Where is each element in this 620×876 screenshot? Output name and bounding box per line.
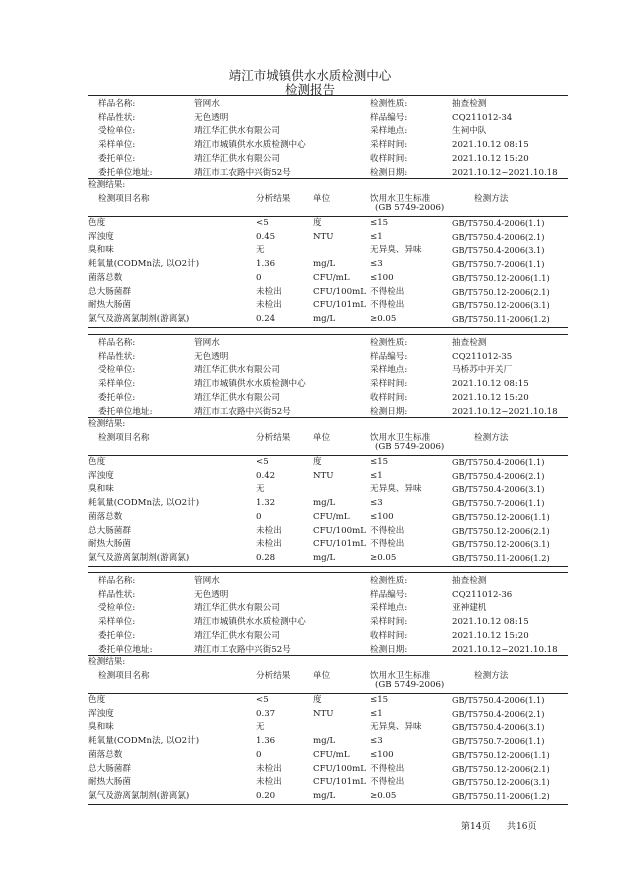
item-standard: ≥0.05 <box>370 552 397 563</box>
item-unit: 度 <box>313 695 322 705</box>
item-result: 未检出 <box>256 525 282 536</box>
info-value: 靖江华汇供水有限公司 <box>194 153 280 164</box>
table-row <box>88 258 568 272</box>
item-standard: ≤15 <box>370 457 389 467</box>
info-label: 检测性质: <box>370 338 408 348</box>
item-method: GB/T5750.12-2006(1.1) <box>452 511 550 522</box>
item-unit: NTU <box>313 470 334 481</box>
table-row <box>88 790 568 804</box>
col-method-header: 检测方法 <box>474 671 509 681</box>
item-standard: ≤100 <box>370 749 394 760</box>
item-result: 0.45 <box>256 231 276 242</box>
item-unit: CFU/101mL <box>313 539 366 550</box>
col-result-header: 分析结果 <box>256 194 291 204</box>
info-label: 样品名称: <box>98 338 136 348</box>
info-value: 2021.10.12 15:20 <box>452 392 529 403</box>
info-bottom-rule <box>88 655 568 656</box>
info-label: 收样时间: <box>370 153 408 164</box>
item-name: 耐热大肠菌 <box>88 777 131 788</box>
block-bottom-rule <box>88 566 568 567</box>
block-top-rule <box>88 95 568 96</box>
info-label: 采样单位: <box>98 617 136 628</box>
info-label: 样品性状: <box>98 351 136 362</box>
info-label: 委托单位地址: <box>98 406 153 417</box>
item-standard: 不得检出 <box>370 539 405 550</box>
table-row <box>88 286 568 300</box>
item-name: 菌落总数 <box>88 511 123 522</box>
info-row <box>88 97 568 111</box>
item-result: 1.36 <box>256 736 276 747</box>
col-std-code: (GB 5749-2006) <box>375 680 445 690</box>
info-value: 2021.10.12 08:15 <box>452 140 529 151</box>
item-method: GB/T5750.12-2006(3.1) <box>452 777 550 788</box>
info-label: 委托单位: <box>98 392 136 403</box>
info-label: 检测日期: <box>370 406 408 417</box>
table-row <box>88 694 568 708</box>
info-label: 样品编号: <box>370 112 408 123</box>
block-bottom-rule <box>88 327 568 328</box>
table-row <box>88 470 568 484</box>
item-result: 0 <box>256 511 262 522</box>
item-method: GB/T5750.12-2006(1.1) <box>452 749 550 760</box>
info-label: 采样时间: <box>370 140 408 151</box>
item-result: 1.36 <box>256 259 276 270</box>
info-label: 检测性质: <box>370 576 408 586</box>
item-standard: 不得检出 <box>370 777 405 788</box>
item-unit: CFU/mL <box>313 749 350 760</box>
info-label: 收样时间: <box>370 392 408 403</box>
table-row <box>88 299 568 313</box>
info-label: 收样时间: <box>370 630 408 641</box>
info-label: 检测日期: <box>370 167 408 178</box>
item-result: 无 <box>256 484 265 495</box>
item-result: 无 <box>256 722 265 733</box>
info-row <box>88 111 568 125</box>
item-name: 总大肠菌群 <box>88 286 131 297</box>
col-item-header: 检测项目名称 <box>98 671 150 681</box>
item-result: 未检出 <box>256 286 282 297</box>
item-standard: ≤15 <box>370 218 389 228</box>
info-label: 采样地点: <box>370 603 408 614</box>
page-number: 第14页 <box>461 822 491 832</box>
info-value: 靖江华汇供水有限公司 <box>194 126 280 137</box>
info-row <box>88 350 568 364</box>
item-method: GB/T5750.11-2006(1.2) <box>452 313 550 324</box>
block-top-rule <box>88 572 568 573</box>
item-unit: 度 <box>313 218 322 228</box>
info-value: 无色透明 <box>194 589 229 600</box>
col-std-header: 饮用水卫生标准 <box>370 433 431 443</box>
table-row <box>88 511 568 525</box>
table-row <box>88 313 568 327</box>
item-standard: ≤1 <box>370 231 383 242</box>
item-result: <5 <box>256 218 269 228</box>
item-name: 臭和味 <box>88 722 114 733</box>
table-row <box>88 749 568 763</box>
item-result: 0.28 <box>256 552 276 563</box>
item-standard: ≤1 <box>370 708 383 719</box>
item-standard: ≤3 <box>370 498 383 509</box>
item-name: 耗氧量(CODMn法, 以O2计) <box>88 259 200 270</box>
info-value: 靖江华汇供水有限公司 <box>194 630 280 641</box>
col-item-header: 检测项目名称 <box>98 433 150 443</box>
item-unit: NTU <box>313 231 334 242</box>
table-row <box>88 763 568 777</box>
info-row <box>88 363 568 377</box>
item-unit: CFU/mL <box>313 272 350 283</box>
info-value: 管网水 <box>194 576 220 586</box>
table-row <box>88 217 568 231</box>
item-unit: mg/L <box>313 313 336 324</box>
info-value: 2021.10.12~2021.10.18 <box>452 167 558 178</box>
item-unit: mg/L <box>313 736 336 747</box>
item-result: 0.42 <box>256 470 276 481</box>
info-value: 靖江华汇供水有限公司 <box>194 392 280 403</box>
info-value: 靖江市工农路中兴街52号 <box>194 644 291 655</box>
table-row <box>88 525 568 539</box>
item-method: GB/T5750.4-2006(3.1) <box>452 484 545 495</box>
info-bottom-rule <box>88 178 568 179</box>
info-value: CQ211012-34 <box>452 112 513 123</box>
org-title: 靖江市城镇供水水质检测中心 <box>228 68 392 83</box>
info-value: 抽查检测 <box>452 338 487 348</box>
table-row <box>88 538 568 552</box>
results-label: 检测结果: <box>88 419 126 429</box>
info-value: 2021.10.12 08:15 <box>452 379 529 390</box>
col-result-header: 分析结果 <box>256 671 291 681</box>
info-label: 委托单位: <box>98 153 136 164</box>
item-standard: 不得检出 <box>370 286 405 297</box>
table-row <box>88 735 568 749</box>
item-result: 无 <box>256 245 265 256</box>
item-name: 菌落总数 <box>88 272 123 283</box>
info-value: 2021.10.12 15:20 <box>452 630 529 641</box>
item-unit: mg/L <box>313 498 336 509</box>
col-std-header: 饮用水卫生标准 <box>370 671 431 681</box>
info-label: 样品编号: <box>370 589 408 600</box>
item-name: 臭和味 <box>88 245 114 256</box>
col-std-header: 饮用水卫生标准 <box>370 194 431 204</box>
info-row <box>88 615 568 629</box>
info-label: 样品名称: <box>98 99 136 109</box>
table-row <box>88 776 568 790</box>
info-row <box>88 629 568 643</box>
info-value: 靖江市城镇供水水质检测中心 <box>194 617 306 628</box>
info-value: 生祠中队 <box>452 126 487 137</box>
info-row <box>88 124 568 138</box>
table-row <box>88 721 568 735</box>
info-value: 无色透明 <box>194 351 229 362</box>
item-name: 色度 <box>88 457 106 467</box>
item-unit: CFU/101mL <box>313 777 366 788</box>
info-value: 靖江市城镇供水水质检测中心 <box>194 140 306 151</box>
item-name: 氯气及游离氯制剂(游离氯) <box>88 790 190 801</box>
item-standard: 无异臭、异味 <box>370 722 422 733</box>
table-row <box>88 708 568 722</box>
col-result-header: 分析结果 <box>256 433 291 443</box>
page-total: 共16页 <box>507 822 537 832</box>
item-standard: ≤100 <box>370 272 394 283</box>
info-value: 靖江市工农路中兴街52号 <box>194 167 291 178</box>
item-name: 耐热大肠菌 <box>88 539 131 550</box>
results-label: 检测结果: <box>88 180 126 190</box>
col-unit-header: 单位 <box>313 671 331 681</box>
item-method: GB/T5750.4-2006(1.1) <box>452 218 545 228</box>
info-label: 委托单位地址: <box>98 167 153 178</box>
item-name: 总大肠菌群 <box>88 763 131 774</box>
info-label: 样品名称: <box>98 576 136 586</box>
table-row <box>88 552 568 566</box>
item-standard: ≤1 <box>370 470 383 481</box>
item-name: 耗氧量(CODMn法, 以O2计) <box>88 736 200 747</box>
table-row <box>88 497 568 511</box>
info-value: 抽查检测 <box>452 576 487 586</box>
item-method: GB/T5750.12-2006(3.1) <box>452 539 550 550</box>
item-result: <5 <box>256 695 269 705</box>
table-row <box>88 272 568 286</box>
info-row <box>88 574 568 588</box>
info-label: 受检单位: <box>98 603 136 614</box>
item-standard: ≥0.05 <box>370 790 397 801</box>
info-value: 管网水 <box>194 338 220 348</box>
info-value: 2021.10.12~2021.10.18 <box>452 406 558 417</box>
item-standard: ≤100 <box>370 511 394 522</box>
item-name: 浑浊度 <box>88 231 114 242</box>
col-method-header: 检测方法 <box>474 433 509 443</box>
info-label: 采样单位: <box>98 379 136 390</box>
info-value: 亚神建机 <box>452 603 487 614</box>
item-method: GB/T5750.11-2006(1.2) <box>452 790 550 801</box>
info-row <box>88 391 568 405</box>
item-standard: 无异臭、异味 <box>370 484 422 495</box>
item-unit: mg/L <box>313 259 336 270</box>
item-unit: CFU/100mL <box>313 763 366 774</box>
item-unit: CFU/mL <box>313 511 350 522</box>
info-row <box>88 138 568 152</box>
table-row <box>88 244 568 258</box>
info-value: 2021.10.12~2021.10.18 <box>452 644 558 655</box>
item-name: 菌落总数 <box>88 749 123 760</box>
item-result: 0.37 <box>256 708 276 719</box>
item-method: GB/T5750.12-2006(3.1) <box>452 300 550 311</box>
item-method: GB/T5750.4-2006(1.1) <box>452 457 545 467</box>
info-value: 管网水 <box>194 99 220 109</box>
info-label: 采样地点: <box>370 126 408 137</box>
info-value: 靖江华汇供水有限公司 <box>194 603 280 614</box>
item-method: GB/T5750.7-2006(1.1) <box>452 498 545 509</box>
info-label: 样品编号: <box>370 351 408 362</box>
info-value: 马桥苏中开关厂 <box>452 365 513 376</box>
item-unit: CFU/100mL <box>313 525 366 536</box>
info-row <box>88 601 568 615</box>
info-value: CQ211012-36 <box>452 589 513 600</box>
item-result: 0 <box>256 272 262 283</box>
item-unit: NTU <box>313 708 334 719</box>
item-method: GB/T5750.4-2006(2.1) <box>452 708 545 719</box>
item-name: 色度 <box>88 695 106 705</box>
info-value: 靖江华汇供水有限公司 <box>194 365 280 376</box>
info-label: 采样地点: <box>370 365 408 376</box>
item-standard: ≤15 <box>370 695 389 705</box>
item-result: 未检出 <box>256 300 282 311</box>
block-bottom-rule <box>88 804 568 805</box>
item-result: 未检出 <box>256 539 282 550</box>
item-result: 未检出 <box>256 777 282 788</box>
info-bottom-rule <box>88 417 568 418</box>
item-method: GB/T5750.4-2006(3.1) <box>452 722 545 733</box>
report-title: 检测报告 <box>284 82 335 97</box>
col-std-code: (GB 5749-2006) <box>375 203 445 213</box>
item-unit: CFU/100mL <box>313 286 366 297</box>
info-row <box>88 588 568 602</box>
item-name: 耐热大肠菌 <box>88 300 131 311</box>
item-method: GB/T5750.11-2006(1.2) <box>452 552 550 563</box>
item-method: GB/T5750.4-2006(1.1) <box>452 695 545 705</box>
info-row <box>88 152 568 166</box>
item-result: <5 <box>256 457 269 467</box>
item-method: GB/T5750.7-2006(1.1) <box>452 259 545 270</box>
info-label: 采样时间: <box>370 617 408 628</box>
table-row <box>88 456 568 470</box>
info-label: 受检单位: <box>98 126 136 137</box>
info-label: 样品性状: <box>98 112 136 123</box>
item-name: 氯气及游离氯制剂(游离氯) <box>88 552 190 563</box>
info-label: 采样时间: <box>370 379 408 390</box>
info-label: 受检单位: <box>98 365 136 376</box>
info-value: 靖江市工农路中兴街52号 <box>194 406 291 417</box>
item-name: 浑浊度 <box>88 470 114 481</box>
item-method: GB/T5750.7-2006(1.1) <box>452 736 545 747</box>
table-row <box>88 231 568 245</box>
item-name: 总大肠菌群 <box>88 525 131 536</box>
item-name: 浑浊度 <box>88 708 114 719</box>
info-label: 检测性质: <box>370 99 408 109</box>
info-label: 采样单位: <box>98 140 136 151</box>
info-value: 靖江市城镇供水水质检测中心 <box>194 379 306 390</box>
info-value: 无色透明 <box>194 112 229 123</box>
item-standard: ≤3 <box>370 736 383 747</box>
col-method-header: 检测方法 <box>474 194 509 204</box>
col-unit-header: 单位 <box>313 194 331 204</box>
table-row <box>88 483 568 497</box>
item-result: 未检出 <box>256 763 282 774</box>
info-value: 2021.10.12 08:15 <box>452 617 529 628</box>
item-method: GB/T5750.4-2006(2.1) <box>452 470 545 481</box>
item-standard: 无异臭、异味 <box>370 245 422 256</box>
item-result: 1.32 <box>256 498 276 509</box>
item-name: 色度 <box>88 218 106 228</box>
info-label: 委托单位地址: <box>98 644 153 655</box>
info-value: 2021.10.12 15:20 <box>452 153 529 164</box>
item-standard: ≥0.05 <box>370 313 397 324</box>
info-label: 检测日期: <box>370 644 408 655</box>
info-label: 样品性状: <box>98 589 136 600</box>
col-unit-header: 单位 <box>313 433 331 443</box>
item-name: 臭和味 <box>88 484 114 495</box>
item-standard: 不得检出 <box>370 525 405 536</box>
info-row <box>88 377 568 391</box>
item-unit: 度 <box>313 457 322 467</box>
item-method: GB/T5750.4-2006(3.1) <box>452 245 545 256</box>
item-result: 0.24 <box>256 313 276 324</box>
item-method: GB/T5750.12-2006(2.1) <box>452 763 550 774</box>
item-method: GB/T5750.12-2006(1.1) <box>452 272 550 283</box>
item-standard: ≤3 <box>370 259 383 270</box>
item-result: 0.20 <box>256 790 276 801</box>
item-unit: CFU/101mL <box>313 300 366 311</box>
item-unit: mg/L <box>313 552 336 563</box>
col-std-code: (GB 5749-2006) <box>375 442 445 452</box>
item-unit: mg/L <box>313 790 336 801</box>
info-value: CQ211012-35 <box>452 351 513 362</box>
info-label: 委托单位: <box>98 630 136 641</box>
item-result: 0 <box>256 749 262 760</box>
item-name: 耗氧量(CODMn法, 以O2计) <box>88 498 200 509</box>
info-row <box>88 336 568 350</box>
item-standard: 不得检出 <box>370 763 405 774</box>
results-label: 检测结果: <box>88 657 126 667</box>
item-name: 氯气及游离氯制剂(游离氯) <box>88 313 190 324</box>
col-item-header: 检测项目名称 <box>98 194 150 204</box>
item-method: GB/T5750.12-2006(2.1) <box>452 525 550 536</box>
item-standard: 不得检出 <box>370 300 405 311</box>
item-method: GB/T5750.12-2006(2.1) <box>452 286 550 297</box>
block-top-rule <box>88 334 568 335</box>
item-method: GB/T5750.4-2006(2.1) <box>452 231 545 242</box>
info-value: 抽查检测 <box>452 99 487 109</box>
